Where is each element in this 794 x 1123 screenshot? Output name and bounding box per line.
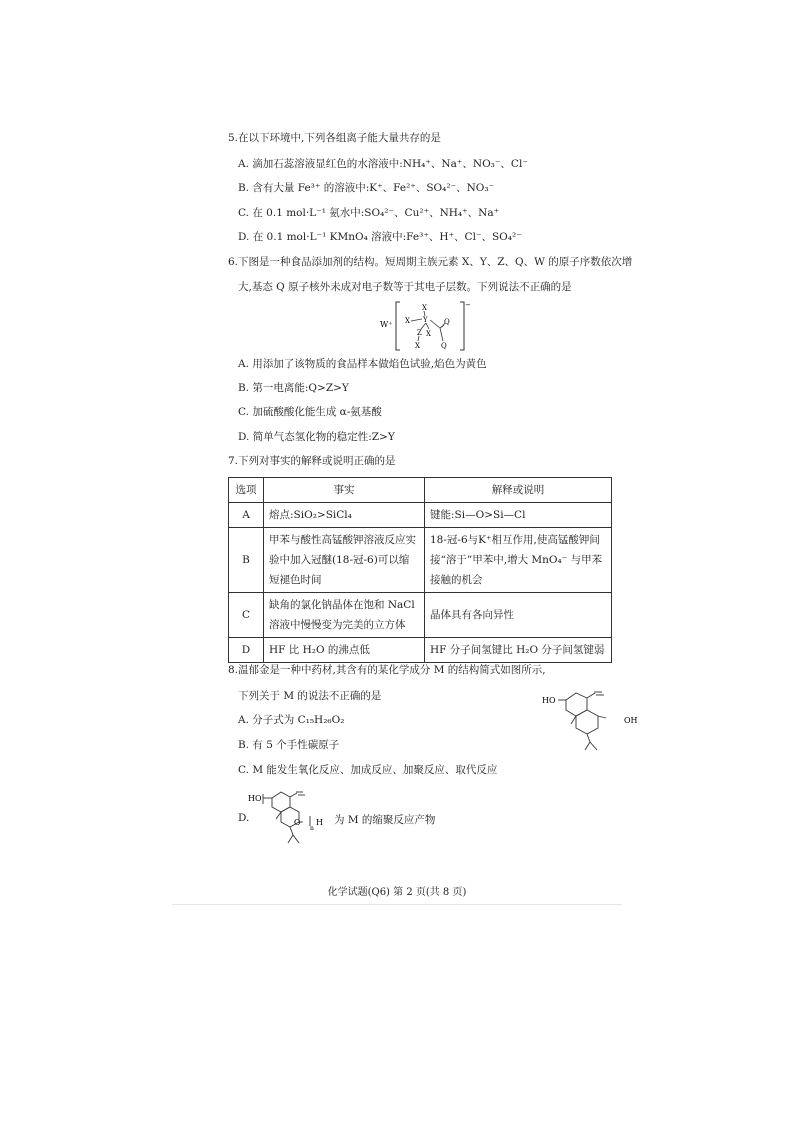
q7-row-a-explanation: 键能:Si—O>Si—Cl [425, 503, 612, 528]
q7-header-fact: 事实 [264, 478, 425, 503]
q7-header-explanation: 解释或说明 [425, 478, 612, 503]
x-atom-top: X [422, 304, 427, 312]
q7-table [228, 477, 612, 663]
w-cation-label: W⁺ [380, 320, 393, 329]
q5-stem: 5.在以下环境中,下列各组离子能大量共存的是 [228, 132, 441, 144]
polymer-n-label: n [310, 825, 314, 832]
q8-stem-line1: 8.温郁金是一种中药材,其含有的某化学成分 M 的结构简式如图所示, [228, 664, 546, 676]
x-atom-left: X [405, 317, 410, 325]
svg-text:−: − [465, 301, 471, 309]
q6-option-b: B. 第一电离能:Q>Z>Y [238, 382, 349, 394]
q8-option-c: C. M 能发生氧化反应、加成反应、加聚反应、取代反应 [238, 764, 498, 776]
q8-stem-line2: 下列关于 M 的说法不正确的是 [238, 690, 382, 702]
q7-header-option: 选项 [229, 478, 264, 503]
q7-row-a-fact: 熔点:SiO₂>SiCl₄ [264, 503, 425, 528]
q7-row-b-explanation: 18-冠-6与K⁺相互作用,使高锰酸钾间接“溶于”甲苯中,增大 MnO₄⁻ 与甲苯接触的机会 [425, 528, 612, 593]
q5-option-a: A. 滴加石蕊溶液显红色的水溶液中:NH₄⁺、Na⁺、NO₃⁻、Cl⁻ [238, 158, 528, 170]
q7-stem: 7.下列对事实的解释或说明正确的是 [228, 455, 396, 467]
q6-structure-diagram [378, 298, 478, 354]
table-row [229, 638, 612, 663]
q7-row-b-fact: 甲苯与酸性高锰酸钾溶液反应实验中加入冠醚(18-冠-6)可以缩短褪色时间 [264, 528, 425, 593]
q7-row-c-explanation: 晶体具有各向异性 [425, 593, 612, 638]
q7-row-c-option: C [229, 593, 264, 638]
q7-table-header-row [229, 478, 612, 503]
q7-row-a-option: A [229, 503, 264, 528]
q-atom-top: Q [444, 318, 450, 326]
table-row [229, 503, 612, 528]
q8-molecule-m-diagram [540, 674, 640, 754]
y-atom: Y [423, 316, 428, 324]
q8-option-d-prefix: D. [238, 812, 250, 824]
hydroxyl-label-ho: HO [542, 696, 556, 705]
x-atom-mid: X [426, 330, 431, 338]
q6-stem-line2: 大,基态 Q 原子核外未成对电子数等于其电子层数。下列说法不正确的是 [238, 281, 572, 293]
x-atom-bottom: X [415, 342, 420, 350]
q8-option-d-text: 为 M 的缩聚反应产物 [334, 814, 436, 826]
q7-row-c-fact: 缺角的氯化钠晶体在饱和 NaCl 溶液中慢慢变为完美的立方体 [264, 593, 425, 638]
polymer-ho-label: HO [248, 794, 262, 803]
q5-option-c: C. 在 0.1 mol·L⁻¹ 氨水中:SO₄²⁻、Cu²⁺、NH₄⁺、Na⁺ [238, 207, 500, 219]
q7-row-b-option: B [229, 528, 264, 593]
footer-divider [172, 904, 622, 905]
z-atom: Z [417, 329, 422, 337]
page-footer: 化学试题(Q6) 第 2 页(共 8 页) [327, 887, 467, 898]
q-atom-bottom: Q [441, 342, 447, 350]
q5-option-d: D. 在 0.1 mol·L⁻¹ KMnO₄ 溶液中:Fe³⁺、H⁺、Cl⁻、SO₄²⁻ [238, 231, 522, 243]
q7-row-d-explanation: HF 分子间氢键比 H₂O 分子间氢键弱 [425, 638, 612, 663]
table-row [229, 528, 612, 593]
polymer-o-label: O [294, 818, 301, 827]
q7-row-d-option: D [229, 638, 264, 663]
q6-option-a: A. 用添加了该物质的食品样本做焰色试验,焰色为黄色 [238, 358, 487, 370]
q7-row-d-fact: HF 比 H₂O 的沸点低 [264, 638, 425, 663]
q6-option-c: C. 加硫酸酸化能生成 α-氨基酸 [238, 406, 382, 418]
q8-option-b: B. 有 5 个手性碳原子 [238, 739, 340, 751]
hydroxyl-label-oh: OH [624, 716, 638, 725]
q8-option-a: A. 分子式为 C₁₅H₂₆O₂ [238, 714, 345, 726]
table-row [229, 593, 612, 638]
q6-stem-line1: 6.下图是一种食品添加剂的结构。短周期主族元素 X、Y、Z、Q、W 的原子序数依次增 [228, 256, 633, 268]
polymer-h-label: H [316, 818, 323, 827]
q8-polymer-diagram [246, 784, 326, 854]
q6-option-d: D. 简单气态氢化物的稳定性:Z>Y [238, 431, 395, 443]
q5-option-b: B. 含有大量 Fe³⁺ 的溶液中:K⁺、Fe²⁺、SO₄²⁻、NO₃⁻ [238, 182, 495, 194]
